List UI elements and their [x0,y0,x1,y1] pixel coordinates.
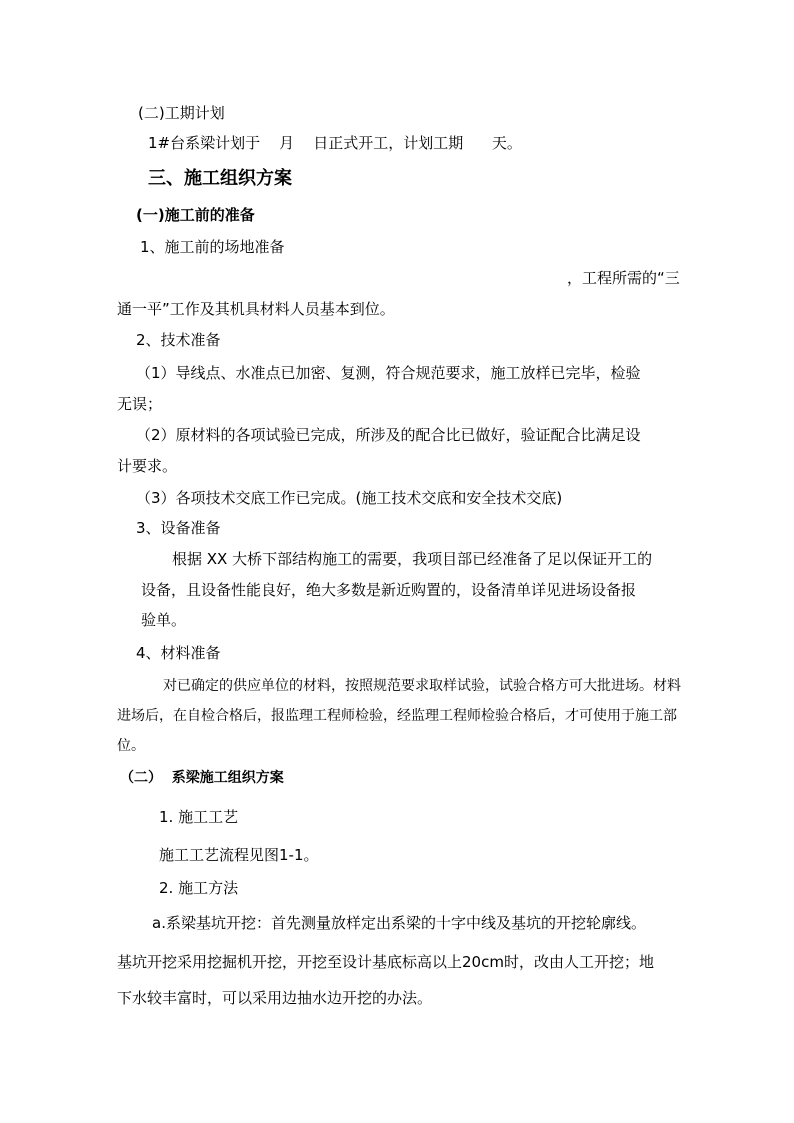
paragraph-line: 位。 [117,738,145,754]
paragraph-line: 下水较丰富时，可以采用边抽水边开挖的办法。 [117,989,433,1007]
step-title: 2. 施工方法 [159,879,239,897]
paragraph-line: 施工工艺流程见图1-1。 [159,846,319,864]
item-title: 4、材料准备 [136,644,221,662]
paragraph-line: （3）各项技术交底工作已完成。(施工技术交底和安全技术交底) [136,489,563,507]
paragraph-line: 设备，且设备性能良好，绝大多数是新近购置的，设备清单详见进场设备报 [141,581,637,599]
paragraph-line: 计要求。 [117,457,178,475]
schedule-heading: (二)工期计划 [138,104,225,122]
step-title: 1. 施工工艺 [159,808,239,826]
paragraph-line: 根据 XX 大桥下部结构施工的需要，我项目部已经准备了足以保证开工的 [172,550,653,568]
paragraph-line: 基坑开挖采用挖掘机开挖，开挖至设计基底标高以上20cm时，改由人工开挖；地 [117,953,654,971]
paragraph-line: 无误； [117,395,163,413]
paragraph-line: 对已确定的供应单位的材料，按照规范要求取样试验，试验合格方可大批进场。材料 [163,678,681,694]
paragraph-line: 进场后，在自检合格后，报监理工程师检验，经监理工程师检验合格后，才可使用于施工部 [117,708,677,724]
paragraph-line: （1）导线点、水准点已加密、复测，符合规范要求，施工放样已完毕，检验 [136,364,641,382]
paragraph-line: （2）原材料的各项试验已完成，所涉及的配合比已做好，验证配合比满足设 [136,426,641,444]
item-title: 2、技术准备 [136,331,221,349]
schedule-line: 1#台系梁计划于 月 日正式开工，计划工期 天。 [148,134,522,152]
item-title: 1、施工前的场地准备 [140,238,285,256]
paragraph-line: a.系梁基坑开挖：首先测量放样定出系梁的十字中线及基坑的开挖轮廓线。 [152,914,646,932]
paragraph-line: 验单。 [141,611,187,629]
item-title: 3、设备准备 [136,519,221,537]
subsection-heading: (一)施工前的准备 [136,206,255,224]
section-heading: 三、施工组织方案 [148,168,292,189]
subsection-heading: （二） 系梁施工组织方案 [120,770,284,786]
paragraph-line: 通一平”工作及其机具材料人员基本到位。 [117,300,395,318]
paragraph-line: ，工程所需的“三 [567,269,680,287]
